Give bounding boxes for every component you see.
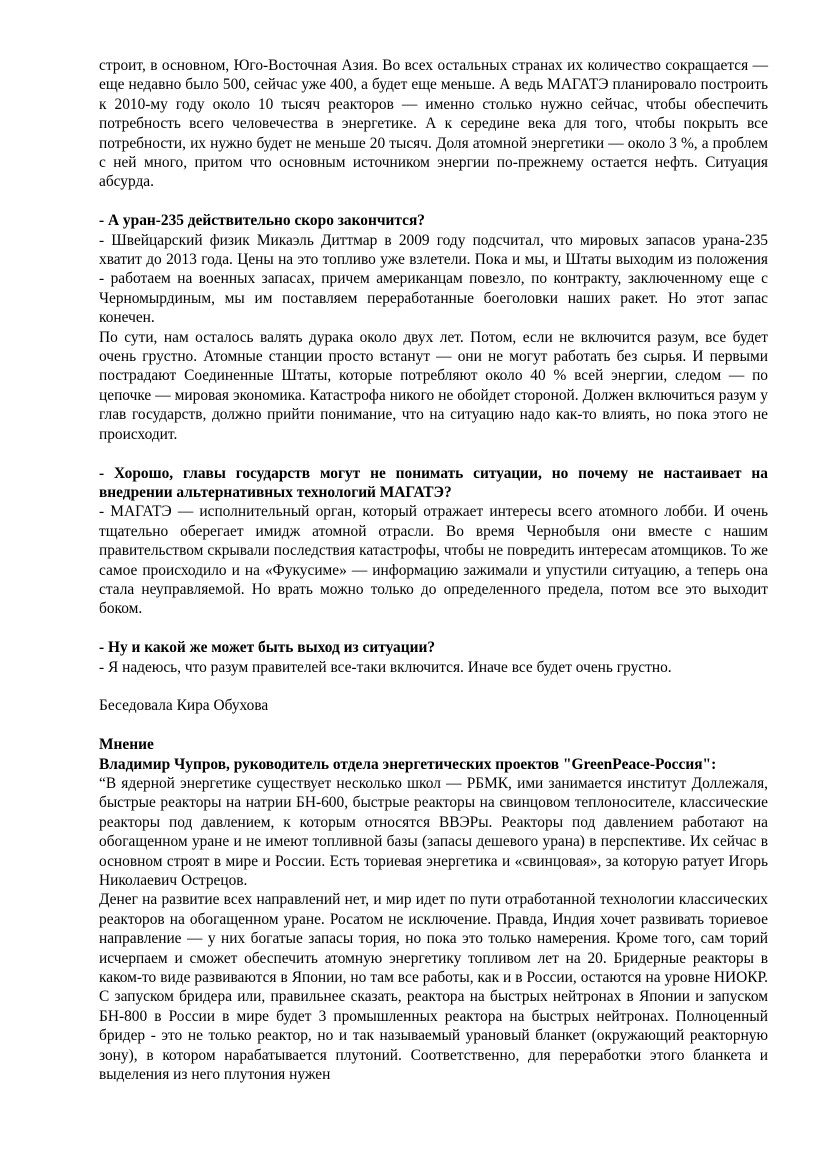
question-uranium: - А уран-235 действительно скоро закончится? [99,212,425,230]
answer-iaea: - МАГАТЭ — исполнительный орган, который отражает интересы всего атомного лобби. И очень тщательно оберегает имидж атомной отрасли. Во время Чернобыля они вместе с нашим правительством скрывали последствия катастрофы, чтобы не повредить интересам атомщиков. То же самое происходило и на «Фукусиме» — информацию зажимали и упустили ситуацию, а теперь она стала неуправляемой. Но врать можно только до определенного предела, потом все это выходит боком. [99,503,768,618]
answer-way-out: - Я надеюсь, что разум правителей все-таки включится. Иначе все будет очень грустно. [99,658,672,676]
answer-uranium: - Швейцарский физик Микаэль Диттмар в 2009 году подсчитал, что мировых запасов урана-235 хватит до 2013 года. Цены на это топливо уже взлетели. Пока и мы, и Штаты выходим из положения - работаем на военных запасах, причем американцам повезло, по контракту, заключенному еще с Черномырдиным, мы им поставляем переработанные боеголовки наших ракет. Но этот запас конечен. [99,231,768,327]
spacer [99,444,768,463]
document-page [99,56,768,1084]
opinion-paragraph-1: “В ядерной энергетике существует несколько школ — РБМК, ими занимается институт Доллежаля, быстрые реакторы на натрии БН-600, быстрые реакторы на свинцовом теплоносителе, классические реакторы под давлением, к которым относятся ВВЭРы. Реакторы под давлением работают на обогащенном уране и не имеют топливной базы (запасы дешевого урана) в перспективе. Их сейчас в основном строят в мире и России. Есть ториевая энергетика и «свинцовая», за которую ратует Игорь Николаевич Острецов. [99,774,768,889]
opinion-speaker: Владимир Чупров, руководитель отдела энергетических проектов "GreenPeace-Россия": [99,755,717,773]
spacer [99,716,768,735]
spacer [99,619,768,638]
spacer [99,677,768,696]
answer-uranium-continued: По сути, нам осталось валять дурака около двух лет. Потом, если не включится разум, все будет очень грустно. Атомные станции просто встанут — они не могут работать без сырья. И первыми пострадают Соединенные Штаты, которые потребляют около 40 % всей энергии, следом — по цепочке — мировая экономика. Катастрофа никого не обойдет стороной. Должен включиться разум у глав государств, должно прийти понимание, что на ситуацию надо как-то влиять, но пока этого не происходит. [99,328,768,443]
paragraph-intro: строит, в основном, Юго-Восточная Азия. Во всех остальных странах их количество сокращается — еще недавно было 500, сейчас уже 400, а будет еще меньше. А ведь МАГАТЭ планировало построить к 2010-му году около 10 тысяч реакторов — именно столько нужно сейчас, чтобы обеспечить потребность всего человечества в энергетике. А к середине века для того, чтобы покрыть все потребности, их нужно будет не меньше 20 тысяч. Доля атомной энергетики — около 3 %, а проблем с ней много, притом что основным источником энергии по-прежнему остается нефть. Ситуация абсурда. [99,57,768,191]
question-way-out: - Ну и какой же может быть выход из ситуации? [99,639,436,657]
opinion-heading: Мнение [99,736,154,754]
opinion-paragraph-2: Денег на развитие всех направлений нет, и мир идет по пути отработанной технологии классических реакторов на обогащенном уране. Росатом не исключение. Правда, Индия хочет развивать ториевое направление — у них богатые запасы тория, но пока это только намерения. Кроме того, сам торий исчерпаем и сможет обеспечить атомную энергетику топливом лет на 20. Бридерные реакторы в каком-то виде развиваются в Японии, но там все работы, как и в России, остаются на уровне НИОКР. С запуском бридера или, правильнее сказать, реактора на быстрых нейтронах в Японии и запуском БН-800 в России в мире будет 3 промышленных реактора на быстрых нейтронах. Полноценный бридер - это не только реактор, но и так называемый урановый бланкет (окружающий реакторную зону), в котором нарабатывается плутоний. Соответственно, для переработки этого бланкета и выделения из него плутония нужен [99,891,768,1084]
question-iaea: - Хорошо, главы государств могут не понимать ситуации, но почему не настаивает на внедрении альтернативных технологий МАГАТЭ? [99,464,768,501]
spacer [99,192,768,211]
interviewer-credit: Беседовала Кира Обухова [99,697,269,715]
